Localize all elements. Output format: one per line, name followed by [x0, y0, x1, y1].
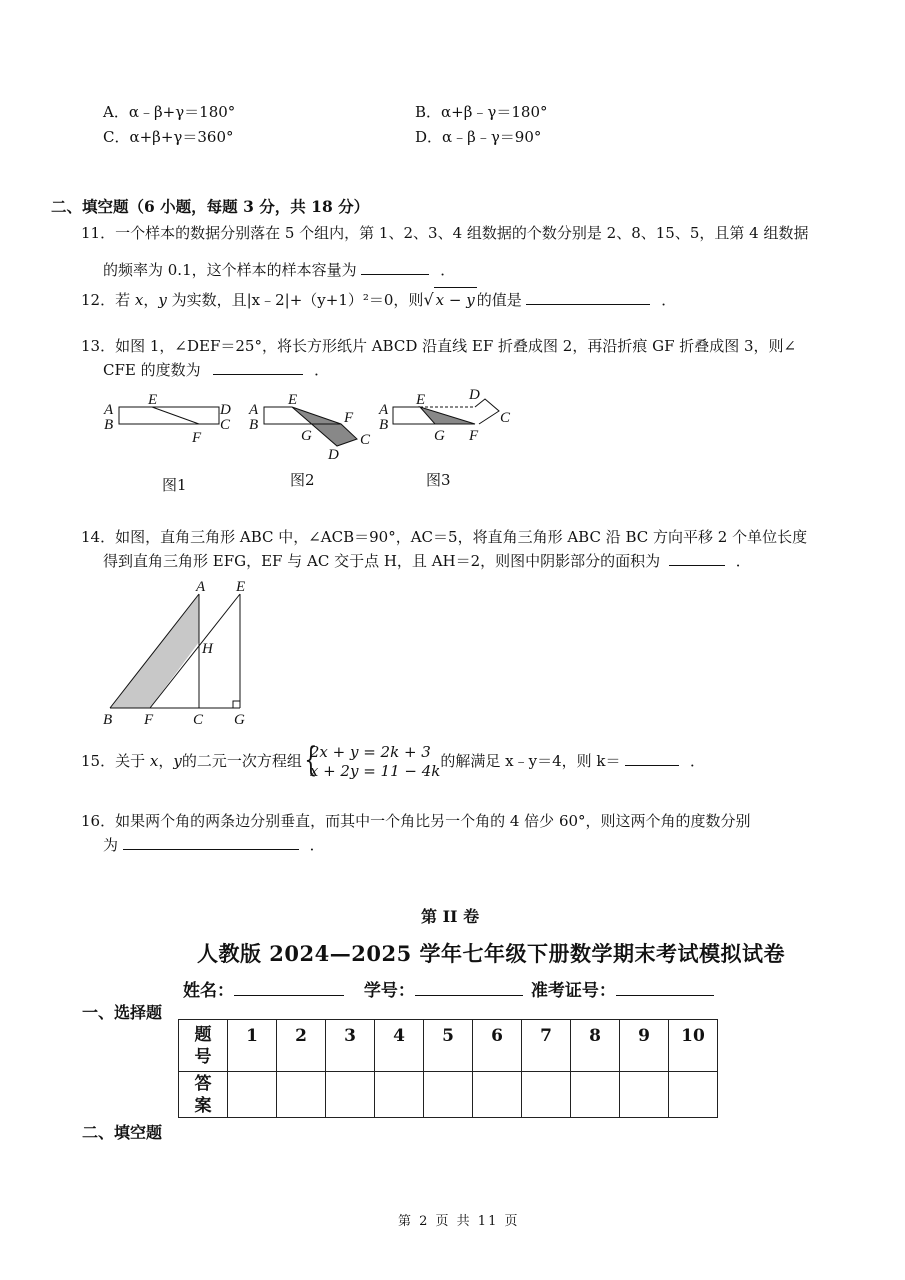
table-num-5: 5: [424, 1020, 473, 1072]
name-field[interactable]: [234, 977, 344, 996]
table-num-10: 10: [669, 1020, 718, 1072]
exam-number-label: 准考证号：: [530, 981, 616, 1001]
q14-label-e: E: [236, 579, 246, 595]
fig2-label-g: G: [301, 428, 312, 444]
q15-pre: 15．关于: [81, 752, 146, 770]
student-info: [183, 976, 714, 1001]
q14-label-h: H: [202, 641, 213, 657]
q14-end: ．: [735, 552, 751, 570]
q15-mid: 的二元一次方程组: [181, 752, 302, 770]
q13-end: ．: [314, 361, 330, 379]
q15-eq1: 2x + y = 2k + 3: [309, 743, 431, 761]
q12-var-x: x: [134, 291, 144, 309]
fig1-label-d: D: [220, 402, 231, 418]
id-label: 学号：: [363, 981, 415, 1001]
table-num-2: 2: [277, 1020, 326, 1072]
name-label: 姓名：: [183, 981, 234, 1001]
answer-cell-2[interactable]: [277, 1072, 326, 1118]
q15-post: 的解满足 x﹣y＝4，则 k＝: [440, 752, 621, 770]
q15-var-y: y: [173, 752, 182, 770]
id-field[interactable]: [415, 977, 523, 996]
table-num-6: 6: [473, 1020, 522, 1072]
answer-cell-5[interactable]: [424, 1072, 473, 1118]
exam-title: 人教版 2024—2025 学年七年级下册数学期末考试模拟试卷: [197, 941, 786, 966]
q13-text: CFE 的度数为: [103, 361, 201, 379]
fig1-label-f: F: [192, 430, 202, 446]
table-num-9: 9: [620, 1020, 669, 1072]
section-2-title: 二、填空题（6 小题，每题 3 分，共 18 分）: [51, 197, 370, 216]
fig1-label-c: C: [220, 417, 231, 433]
answer-cell-4[interactable]: [375, 1072, 424, 1118]
fig3-label-c: C: [500, 410, 511, 426]
q11-answer-blank[interactable]: [361, 258, 429, 275]
q12-post: 的值是: [476, 291, 522, 309]
fig2-label-f: F: [344, 410, 354, 426]
q14-line1: 14．如图，直角三角形 ABC 中，∠ACB＝90°，AC＝5，将直角三角形 ABC 沿 BC 方向平移 2 个单位长度: [81, 528, 808, 546]
q14-label-c: C: [193, 712, 204, 728]
q13-figures: [95, 385, 525, 465]
q12-mid: 为实数，且|x﹣2|+（y+1）²＝0，则: [166, 291, 424, 309]
q14-line2: [103, 549, 751, 573]
q16-answer-blank[interactable]: [123, 833, 299, 850]
q14-label-f: F: [144, 712, 154, 728]
q12-end: ．: [661, 291, 677, 309]
q15-answer-blank[interactable]: [625, 749, 679, 766]
q14-answer-blank[interactable]: [669, 549, 725, 566]
answer-table-answer-row: [179, 1072, 718, 1118]
part2-heading: 第 II 卷: [421, 907, 480, 926]
fig1-label-a: A: [104, 402, 114, 418]
page-footer: 第 2 页 共 11 页: [398, 1214, 520, 1229]
q14-figure: [95, 578, 265, 730]
q12-answer-blank[interactable]: [526, 288, 650, 305]
table-num-4: 4: [375, 1020, 424, 1072]
fig2-label-d: D: [328, 447, 339, 463]
q12-comma: ，: [143, 291, 159, 309]
q15-comma: ，: [158, 752, 174, 770]
exam-number-field[interactable]: [616, 977, 714, 996]
q16-line1: 16．如果两个角的两条边分别垂直，而其中一个角比另一个角的 4 倍少 60°，则这两个角的度数分别: [81, 812, 751, 830]
q15-end: ．: [690, 752, 706, 770]
fig3-label-g: G: [434, 428, 445, 444]
table-head-answer: 答 案: [179, 1072, 228, 1118]
q13-line1: 13．如图 1，∠DEF＝25°，将长方形纸片 ABCD 沿直线 EF 折叠成图 2，再沿折痕 GF 折叠成图 3，则∠: [81, 337, 797, 355]
fig2-label-b: B: [249, 417, 259, 433]
fig2-label-c: C: [360, 432, 371, 448]
part2-section1: 一、选择题: [82, 1003, 163, 1022]
q13-answer-blank[interactable]: [213, 358, 303, 375]
q13-fig1-caption: 图1: [162, 476, 187, 494]
option-d: D．α﹣β﹣γ＝90°: [415, 128, 542, 146]
answer-cell-7[interactable]: [522, 1072, 571, 1118]
q14-label-b: B: [103, 712, 113, 728]
answer-cell-6[interactable]: [473, 1072, 522, 1118]
fig2-label-e: E: [288, 392, 298, 408]
table-num-8: 8: [571, 1020, 620, 1072]
q13-line2: [103, 358, 329, 382]
q15-var-x: x: [149, 752, 159, 770]
fig2-label-a: A: [249, 402, 259, 418]
q11-text: 的频率为 0.1，这个样本的样本容量为: [103, 261, 357, 279]
part2-section2: 二、填空题: [82, 1123, 163, 1142]
fig3-label-d: D: [469, 387, 480, 403]
table-head-number: 题 号: [179, 1020, 228, 1072]
q12-pre: 12．若: [81, 291, 131, 309]
q12-var-y: y: [158, 291, 167, 309]
option-a: A．α﹣β+γ＝180°: [103, 103, 236, 121]
option-b: B．α+β﹣γ＝180°: [415, 103, 548, 121]
answer-table-number-row: [179, 1020, 718, 1072]
table-num-7: 7: [522, 1020, 571, 1072]
q13-fig2-caption: 图2: [290, 471, 315, 489]
q16-end: ．: [309, 836, 325, 854]
table-num-1: 1: [228, 1020, 277, 1072]
q12: 12．若 x，y 为实数，且|x﹣2|+（y+1）²＝0，则√ x − y 的值是 ．: [81, 287, 676, 312]
fig3-label-a: A: [379, 402, 389, 418]
table-num-3: 3: [326, 1020, 375, 1072]
q15-system: { 2x + y = 2k + 3 x + 2y = 11 − 4k: [304, 740, 441, 780]
answer-cell-3[interactable]: [326, 1072, 375, 1118]
answer-cell-1[interactable]: [228, 1072, 277, 1118]
answer-cell-8[interactable]: [571, 1072, 620, 1118]
q11-line1: 11．一个样本的数据分别落在 5 个组内，第 1、2、3、4 组数据的个数分别是 2、8、15、5，且第 4 组数据: [81, 224, 809, 242]
q14-label-g: G: [234, 712, 245, 728]
q16-line2: [103, 833, 325, 857]
fig1-label-b: B: [104, 417, 114, 433]
q15-eq2: x + 2y = 11 − 4k: [309, 762, 441, 780]
fig3-label-b: B: [379, 417, 389, 433]
q14-label-a: A: [196, 579, 206, 595]
answer-cell-9[interactable]: [620, 1072, 669, 1118]
answer-cell-10[interactable]: [669, 1072, 718, 1118]
fig3-label-f: F: [469, 428, 479, 444]
q14-text: 得到直角三角形 EFG，EF 与 AC 交于点 H，且 AH＝2，则图中阴影部分的面积为: [103, 552, 661, 570]
q11-end: ．: [440, 261, 456, 279]
q13-fig3-caption: 图3: [426, 471, 451, 489]
option-c: C．α+β+γ＝360°: [103, 128, 234, 146]
answer-table: [178, 1019, 718, 1118]
q11-line2: [103, 258, 455, 282]
q15: [81, 740, 706, 781]
q12-sqrt: x − y: [434, 287, 477, 312]
q16-text: 为: [103, 836, 119, 854]
fig1-label-e: E: [148, 392, 158, 408]
fig3-label-e: E: [416, 392, 426, 408]
